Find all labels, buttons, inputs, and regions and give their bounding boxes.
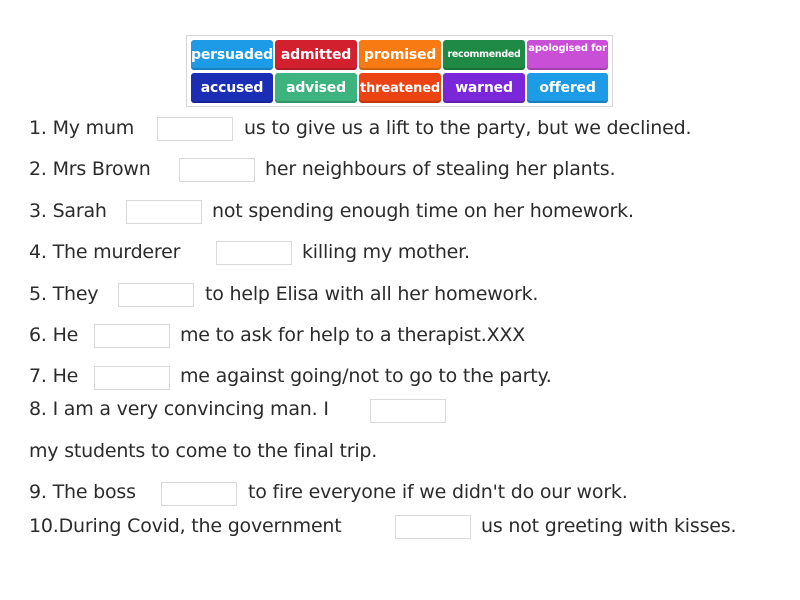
sentence-10-before: 10.During Covid, the government <box>29 515 342 537</box>
sentence-4-before: 4. The murderer <box>29 241 181 263</box>
sentence-9 <box>29 479 789 505</box>
sentence-8-after: my students to come to the final trip. <box>29 440 378 462</box>
sentence-7-after: me against going/not to go to the party. <box>180 365 552 387</box>
sentence-6-after: me to ask for help to a therapist.XXX <box>180 324 526 346</box>
sentence-2-before: 2. Mrs Brown <box>29 158 151 180</box>
sentence-3-before: 3. Sarah <box>29 200 107 222</box>
sentence-1-before: 1. My mum <box>29 117 135 139</box>
sentence-8-continued <box>29 438 789 464</box>
tile-threatened[interactable]: threatened <box>359 73 441 103</box>
sentence-2-after: her neighbours of stealing her plants. <box>265 158 616 180</box>
sentence-8-before: 8. I am a very convincing man. I <box>29 398 329 420</box>
sentence-1-after: us to give us a lift to the party, but we declined. <box>244 117 692 139</box>
sentence-6-before: 6. He <box>29 324 79 346</box>
tile-accused[interactable]: accused <box>191 73 273 103</box>
blank-6[interactable] <box>94 324 170 348</box>
blank-7[interactable] <box>94 366 170 390</box>
sentence-5-before: 5. They <box>29 283 99 305</box>
blank-1[interactable] <box>157 117 233 141</box>
blank-2[interactable] <box>179 158 255 182</box>
sentence-9-after: to fire everyone if we didn't do our work. <box>248 481 628 503</box>
sentence-1 <box>29 115 789 141</box>
blank-10[interactable] <box>395 515 471 539</box>
blank-5[interactable] <box>118 283 194 307</box>
sentence-5-after: to help Elisa with all her homework. <box>205 283 539 305</box>
sentence-9-before: 9. The boss <box>29 481 136 503</box>
tile-recommended[interactable]: recommended <box>443 40 525 70</box>
blank-4[interactable] <box>216 241 292 265</box>
blank-3[interactable] <box>126 200 202 224</box>
blank-9[interactable] <box>161 482 237 506</box>
blank-8[interactable] <box>370 399 446 423</box>
sentence-4-after: killing my mother. <box>302 241 470 263</box>
sentence-4 <box>29 239 789 265</box>
sentence-2 <box>29 156 789 182</box>
tile-apologised-for[interactable]: apologised for <box>527 40 608 70</box>
tile-admitted[interactable]: admitted <box>275 40 357 70</box>
tile-warned[interactable]: warned <box>443 73 525 103</box>
sentence-3-after: not spending enough time on her homework. <box>212 200 634 222</box>
sentence-10-after: us not greeting with kisses. <box>481 515 737 537</box>
tile-promised[interactable]: promised <box>359 40 441 70</box>
sentence-7-before: 7. He <box>29 365 79 387</box>
tile-offered[interactable]: offered <box>527 73 608 103</box>
tile-advised[interactable]: advised <box>275 73 357 103</box>
tile-persuaded[interactable]: persuaded <box>191 40 273 70</box>
